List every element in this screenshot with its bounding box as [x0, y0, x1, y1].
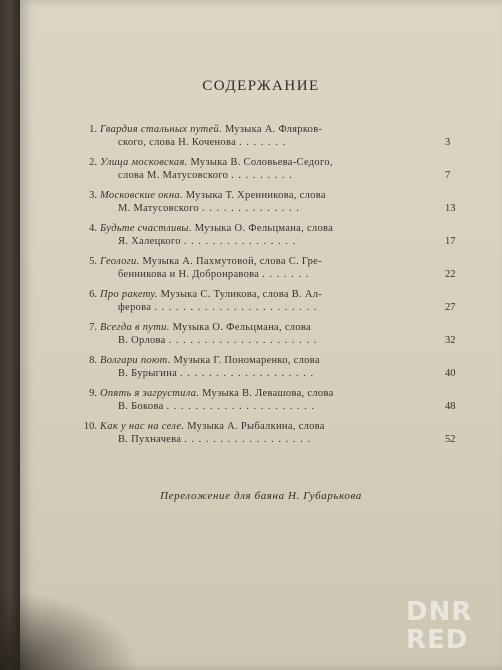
- song-credits-cont: слова М. Матусовского: [118, 170, 229, 181]
- page-number: 52: [445, 434, 456, 445]
- toc-item: 5. Геологи. Музыка А. Пахмутовой, слова С. Гре- бенникова и Н. Добронравова . . . . . . . 22: [89, 256, 456, 280]
- page-number: 48: [445, 401, 456, 412]
- song-credits: Музыка А. Флярков-: [224, 124, 323, 135]
- watermark-line1: DNR: [406, 597, 473, 627]
- song-credits: Музыка А. Пахмутовой, слова С. Гре-: [142, 256, 322, 267]
- watermark-line2: RED: [406, 625, 469, 655]
- song-credits: Музыка О. Фельцмана, слова: [194, 223, 334, 234]
- song-title: Улица московская.: [100, 157, 188, 168]
- page-number: 13: [445, 203, 456, 214]
- song-credits-cont: В. Пухначева: [118, 434, 182, 445]
- arrangement-credit: Переложение для баяна Н. Губарькова: [160, 490, 362, 502]
- song-title: Геологи.: [100, 256, 140, 267]
- toc-item: 9. Опять я загрустила. Музыка В. Левашова, слова В. Бокова . . . . . . . . . . . . . . . . . . . . . 48: [89, 388, 456, 412]
- toc-item: 4. Будьте счастливы. Музыка О. Фельцмана, слова Я. Халецкого . . . . . . . . . . . . . . . . 17: [89, 223, 456, 247]
- song-title: Будьте счастливы.: [100, 223, 192, 234]
- toc-item: 7. Всегда в пути. Музыка О. Фельцмана, слова В. Орлова . . . . . . . . . . . . . . . . . . . . . 32: [89, 322, 456, 346]
- item-number: 5.: [89, 256, 97, 267]
- page-number: 7: [445, 170, 451, 181]
- table-of-contents: [83, 123, 456, 453]
- song-credits: Музыка Т. Хренникова, слова: [185, 190, 326, 201]
- song-title: Опять я загрустила.: [100, 388, 200, 399]
- song-title: Как у нас на селе.: [100, 421, 185, 432]
- item-number: 10.: [83, 421, 97, 432]
- song-credits-cont: В. Бурыгина: [118, 368, 178, 379]
- song-credits-cont: В. Бокова: [118, 401, 164, 412]
- toc-item: 8. Волгари поют. Музыка Г. Пономаренко, слова В. Бурыгина . . . . . . . . . . . . . . . . . . . 40: [89, 355, 456, 379]
- song-credits-cont: М. Матусовского: [118, 203, 200, 214]
- song-credits-cont: ферова: [118, 302, 152, 313]
- item-number: 9.: [89, 388, 97, 399]
- toc-item: 1. Гвардия стальных путей. Музыка А. Флярков- ского, слова Н. Коченова . . . . . . . 3: [89, 124, 451, 148]
- item-number: 8.: [89, 355, 97, 366]
- song-credits-cont: бенникова и Н. Добронравова: [118, 269, 260, 280]
- song-title: Волгари поют.: [100, 355, 171, 366]
- item-number: 7.: [89, 322, 97, 333]
- song-credits: Музыка Г. Пономаренко, слова: [173, 355, 320, 366]
- song-credits: Музыка В. Левашова, слова: [202, 388, 334, 399]
- item-number: 1.: [89, 124, 97, 135]
- song-title: Про ракету.: [100, 289, 158, 300]
- page-number: 40: [445, 368, 456, 379]
- item-number: 3.: [89, 190, 97, 201]
- page-number: 3: [445, 137, 451, 148]
- song-credits-cont: В. Орлова: [118, 335, 166, 346]
- song-credits-cont: ского, слова Н. Коченова: [118, 137, 237, 148]
- song-credits-cont: Я. Халецкого: [118, 236, 181, 247]
- song-credits: Музыка А. Рыбалкина, слова: [187, 421, 325, 432]
- item-number: 6.: [89, 289, 97, 300]
- page-number: 27: [445, 302, 456, 313]
- song-credits: Музыка С. Туликова, слова В. Ал-: [160, 289, 323, 300]
- item-number: 2.: [89, 157, 97, 168]
- song-credits: Музыка В. Соловьева-Седого,: [190, 157, 333, 168]
- toc-item: 2. Улица московская. Музыка В. Соловьева-Седого, слова М. Матусовского . . . . . . . . . 7: [89, 157, 451, 181]
- song-title: Всегда в пути.: [100, 322, 170, 333]
- page-number: 32: [445, 335, 456, 346]
- toc-item: 6. Про ракету. Музыка С. Туликова, слова В. Ал- ферова . . . . . . . . . . . . . . . . . . . . . . . 27: [89, 289, 456, 313]
- item-number: 4.: [89, 223, 97, 234]
- toc-item: 10. Как у нас на селе. Музыка А. Рыбалкина, слова В. Пухначева . . . . . . . . . . . . . . . . . . 52: [83, 421, 456, 445]
- song-title: Гвардия стальных путей.: [100, 124, 222, 135]
- watermark-logo: [406, 598, 488, 654]
- toc-item: 3. Московские окна. Музыка Т. Хренникова, слова М. Матусовского . . . . . . . . . . . . . . 13: [89, 190, 456, 214]
- page-number: 22: [445, 269, 456, 280]
- song-title: Московские окна.: [100, 190, 183, 201]
- page-title: СОДЕРЖАНИЕ: [202, 78, 320, 94]
- song-credits: Музыка О. Фельцмана, слова: [172, 322, 311, 333]
- page-number: 17: [445, 236, 456, 247]
